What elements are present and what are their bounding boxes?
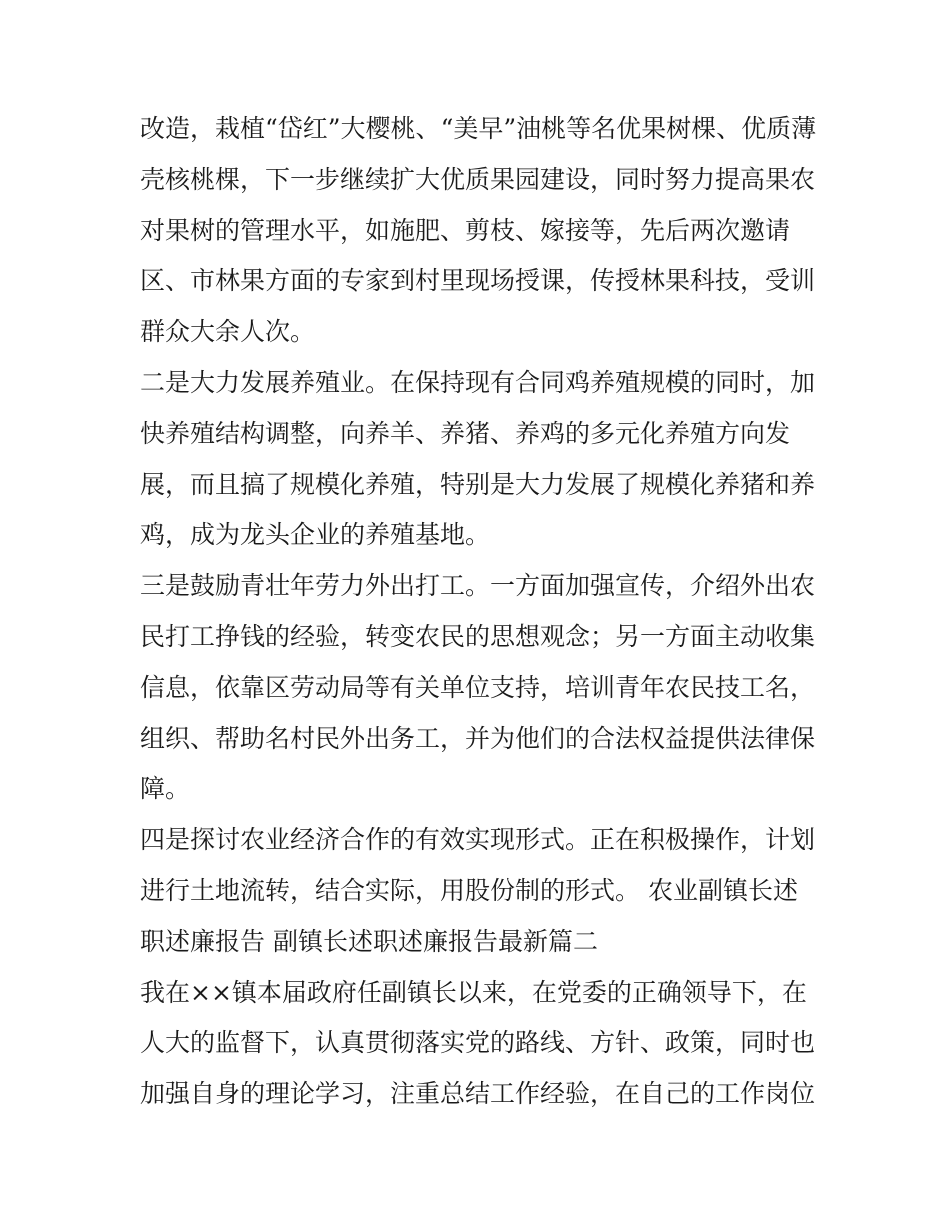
text-line: 职述廉报告 副镇长述职述廉报告最新篇二 — [140, 926, 598, 956]
text-line: 展，而且搞了规模化养殖，特别是大力发展了规模化养猪和养 — [140, 469, 816, 499]
text-line: 障。 — [140, 774, 191, 804]
text-line: 我在××镇本届政府任副镇长以来，在党委的正确领导下，在 — [140, 977, 807, 1007]
text-line: 快养殖结构调整，向养羊、养猪、养鸡的多元化养殖方向发 — [140, 418, 791, 448]
text-line: 对果树的管理水平，如施肥、剪枝、嫁接等，先后两次邀请 — [140, 215, 791, 245]
text-line: 加强自身的理论学习，注重总结工作经验，在自己的工作岗位 — [140, 1079, 816, 1109]
text-line: 二是大力发展养殖业。在保持现有合同鸡养殖规模的同时，加 — [140, 367, 816, 397]
text-line: 四是探讨农业经济合作的有效实现形式。正在积极操作，计划 — [140, 825, 816, 855]
text-line: 民打工挣钱的经验，转变农民的思想观念；另一方面主动收集 — [140, 621, 816, 651]
text-line: 区、市林果方面的专家到村里现场授课，传授林果科技，受训 — [140, 266, 816, 296]
text-line: 改造，栽植“岱红”大樱桃、“美早”油桃等名优果树棵、优质薄 — [140, 114, 817, 143]
text-line: 壳核桃棵，下一步继续扩大优质果园建设，同时努力提高果农 — [140, 164, 816, 194]
text-line: 群众大余人次。 — [140, 317, 316, 347]
text-line: 鸡，成为龙头企业的养殖基地。 — [140, 520, 491, 550]
text-line: 信息，依靠区劳动局等有关单位支持，培训青年农民技工名， — [140, 672, 816, 702]
text-line: 三是鼓励青壮年劳力外出打工。一方面加强宣传，介绍外出农 — [140, 571, 816, 601]
text-line: 进行土地流转，结合实际，用股份制的形式。 农业副镇长述 — [140, 875, 798, 905]
text-line: 组织、帮助名村民外出务工，并为他们的合法权益提供法律保 — [140, 723, 816, 753]
body-text — [140, 104, 820, 1120]
text-line: 人大的监督下，认真贯彻落实党的路线、方针、政策，同时也 — [140, 1028, 816, 1058]
